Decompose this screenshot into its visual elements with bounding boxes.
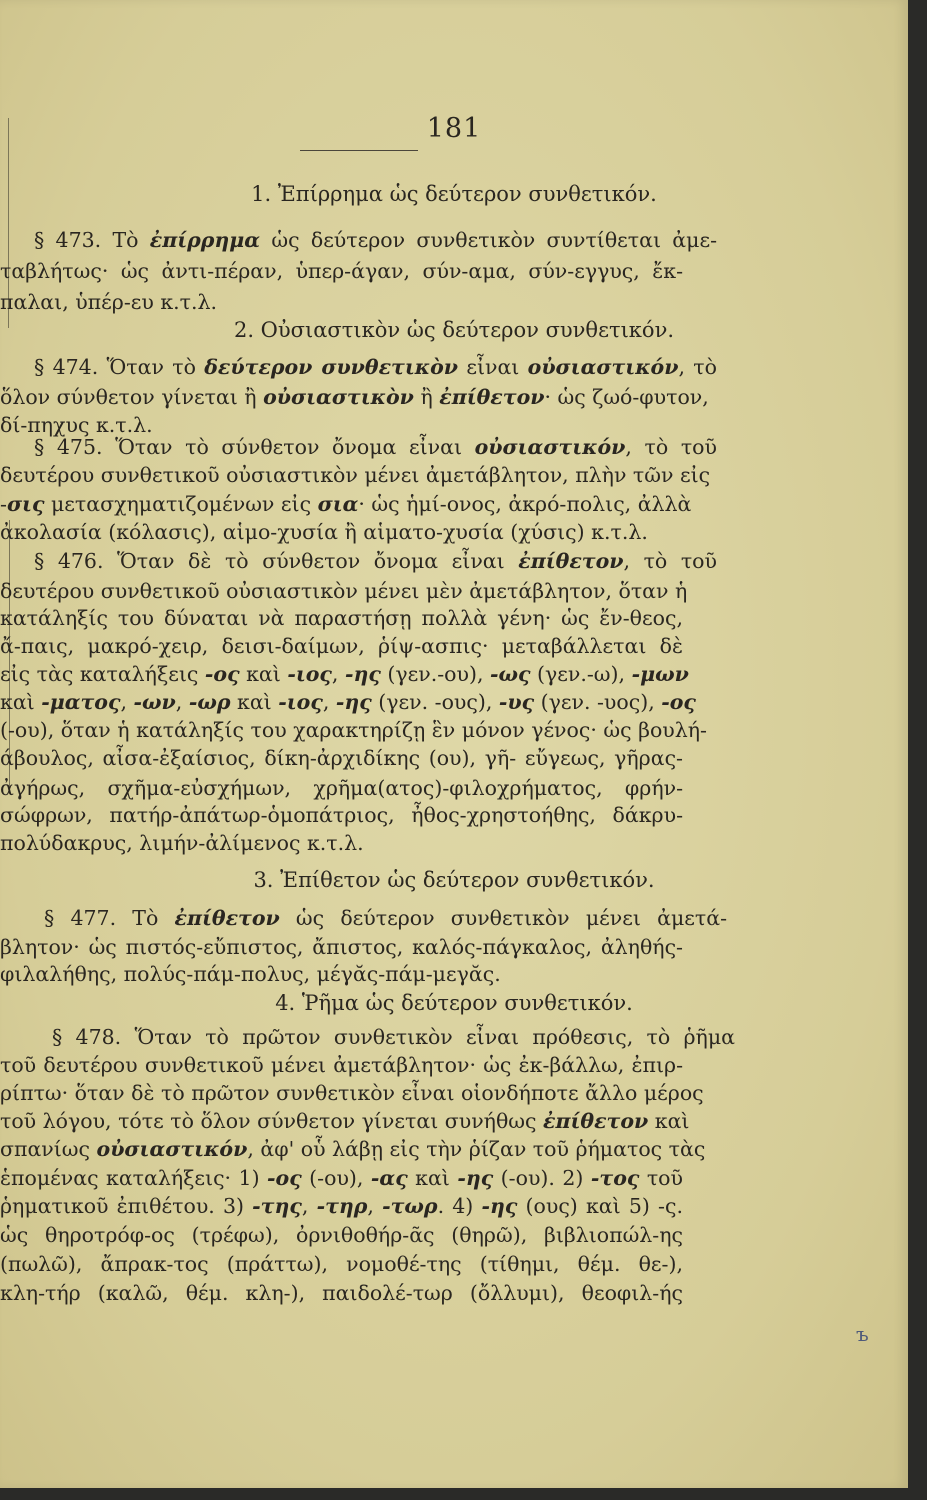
text-line: (-ου), ὅταν ἡ κατάληξίς του χαρακτηρίζῃ ἓν μόνον γένος· ὡς βουλή-	[0, 718, 707, 742]
text-line: § 477. Τὸ ἐπίθετον ὡς δεύτερον συνθετικὸν μένει ἀμετά-	[44, 906, 728, 930]
text-line: άβουλος, αἶσα-ἐξαίσιος, δίκη-ἀρχιδίκης (ου), γῆ- εὔγεως, γῆρας-	[0, 746, 683, 770]
text-line: § 473. Τὸ ἐπίρρημα ὡς δεύτερον συνθετικὸν συντίθεται ἀμε-	[34, 228, 717, 252]
text-line: τοῦ δευτέρου συνθετικοῦ μένει ἀμετάβλητον· ὡς ἐκ-βάλλω, ἐπιρ-	[0, 1053, 683, 1077]
text-line: παλαι, ὑπέρ-ευ κ.τ.λ.	[0, 290, 218, 314]
text-line: δευτέρου συνθετικοῦ οὐσιαστικὸν μένει ἀμετάβλητον, πλὴν τῶν εἰς	[0, 463, 711, 487]
text-line: κλη-τήρ (καλῶ, θέμ. κλη-), παιδολέ-τωρ (ὄλλυμι), θεοφιλ-ής	[0, 1281, 683, 1305]
text-line: § 474. Ὅταν τὸ δεύτερον συνθετικὸν εἶναι οὐσιαστικόν, τὸ	[34, 355, 717, 379]
text-line: § 478. Ὅταν τὸ πρῶτον συνθετικὸν εἶναι πρόθεσις, τὸ ῥῆμα	[52, 1025, 735, 1049]
text-line: ὅλον σύνθετον γίνεται ἢ οὐσιαστικὸν ἢ ἐπίθετον· ὡς ζωό-φυτον,	[0, 385, 709, 409]
text-line: δί-πηχυς κ.τ.λ.	[0, 413, 153, 437]
margin-mark: ъ	[856, 1322, 869, 1346]
text-line: τοῦ λόγου, τότε τὸ ὅλον σύνθετον γίνεται συνήθως ἐπίθετον καὶ	[0, 1109, 690, 1133]
section-heading: 4. Ῥῆμα ὡς δεύτερον συνθετικόν.	[275, 991, 633, 1015]
text-line: ἄ-παις, μακρό-χειρ, δεισι-δαίμων, ῥίψ-ασπις· μεταβάλλεται δὲ	[0, 634, 683, 658]
text-line: -σις μετασχηματιζομένων εἰς σια· ὡς ἡμί-ονος, ἀκρό-πολις, ἀλλὰ	[0, 492, 692, 516]
text-line: κατάληξίς του δύναται νὰ παραστήσῃ πολλὰ γένη· ὡς ἔν-θεος,	[0, 606, 683, 630]
text-line: φιλαλήθης, πολύς-πάμ-πολυς, μέγᾰς-πάμ-μεγᾰς.	[0, 962, 501, 986]
text-line: σώφρων, πατήρ-ἀπάτωρ-ὁμοπάτριος, ἦθος-χρηστοήθης, δάκρυ-	[0, 803, 683, 827]
text-line: καὶ -ματος, -ων, -ωρ καὶ -ιος, -ης (γεν. -ους), -υς (γεν. -υος), -ος	[0, 690, 696, 714]
text-line: (πωλῶ), ἄπρακ-τος (πράττω), νομοθέ-της (τίθημι, θέμ. θε-),	[0, 1252, 683, 1276]
page-number-rule	[300, 150, 418, 151]
page-number: 181	[426, 113, 482, 144]
text-line: πολύδακρυς, λιμήν-ἀλίμενος κ.τ.λ.	[0, 831, 364, 855]
text-line: § 475. Ὅταν τὸ σύνθετον ὄνομα εἶναι οὐσιαστικόν, τὸ τοῦ	[34, 435, 717, 459]
section-heading: 3. Ἐπίθετον ὡς δεύτερον συνθετικόν.	[253, 868, 655, 892]
text-line: ἀκολασία (κόλασις), αἱμο-χυσία ἢ αἱματο-χυσία (χύσις) κ.τ.λ.	[0, 520, 648, 544]
text-line: ῥηματικοῦ ἐπιθέτου. 3) -της, -τηρ, -τωρ. 4) -ης (ους) καὶ 5) -ς.	[0, 1194, 683, 1218]
text-line: δευτέρου συνθετικοῦ οὐσιαστικὸν μένει μὲν ἀμετάβλητον, ὅταν ἡ	[0, 579, 688, 603]
text-line: § 476. Ὅταν δὲ τὸ σύνθετον ὄνομα εἶναι ἐπίθετον, τὸ τοῦ	[34, 549, 717, 573]
text-line: σπανίως οὐσιαστικόν, ἀφ' οὗ λάβῃ εἰς τὴν ῥίζαν τοῦ ῥήματος τὰς	[0, 1137, 706, 1161]
text-line: βλητον· ὡς πιστός-εὔπιστος, ἄπιστος, καλός-πάγκαλος, ἀληθής-	[0, 935, 683, 959]
section-heading: 2. Οὐσιαστικὸν ὡς δεύτερον συνθετικόν.	[233, 318, 675, 342]
section-heading: 1. Ἐπίρρημα ὡς δεύτερον συνθετικόν.	[251, 182, 657, 206]
text-line: ἀγήρως, σχῆμα-εὐσχήμων, χρῆμα(ατος)-φιλοχρήματος, φρήν-	[0, 776, 683, 800]
text-line: ταβλήτως· ὡς ἀντι-πέραν, ὑπερ-άγαν, σύν-αμα, σύν-εγγυς, ἔκ-	[0, 259, 683, 283]
text-line: ρίπτω· ὅταν δὲ τὸ πρῶτον συνθετικὸν εἶναι οἱονδήποτε ἄλλο μέρος	[0, 1081, 704, 1105]
text-line: ἑπομένας καταλήξεις· 1) -ος (-ου), -ας καὶ -ης (-ου). 2) -τος τοῦ	[0, 1166, 683, 1190]
text-line: ὡς θηροτρόφ-ος (τρέφω), ὀρνιθοθήρ-ᾶς (θηρῶ), βιβλιοπώλ-ης	[0, 1223, 683, 1247]
text-line: εἰς τὰς καταλήξεις -ος καὶ -ιος, -ης (γεν.-ου), -ως (γεν.-ω), -μων	[0, 662, 689, 686]
